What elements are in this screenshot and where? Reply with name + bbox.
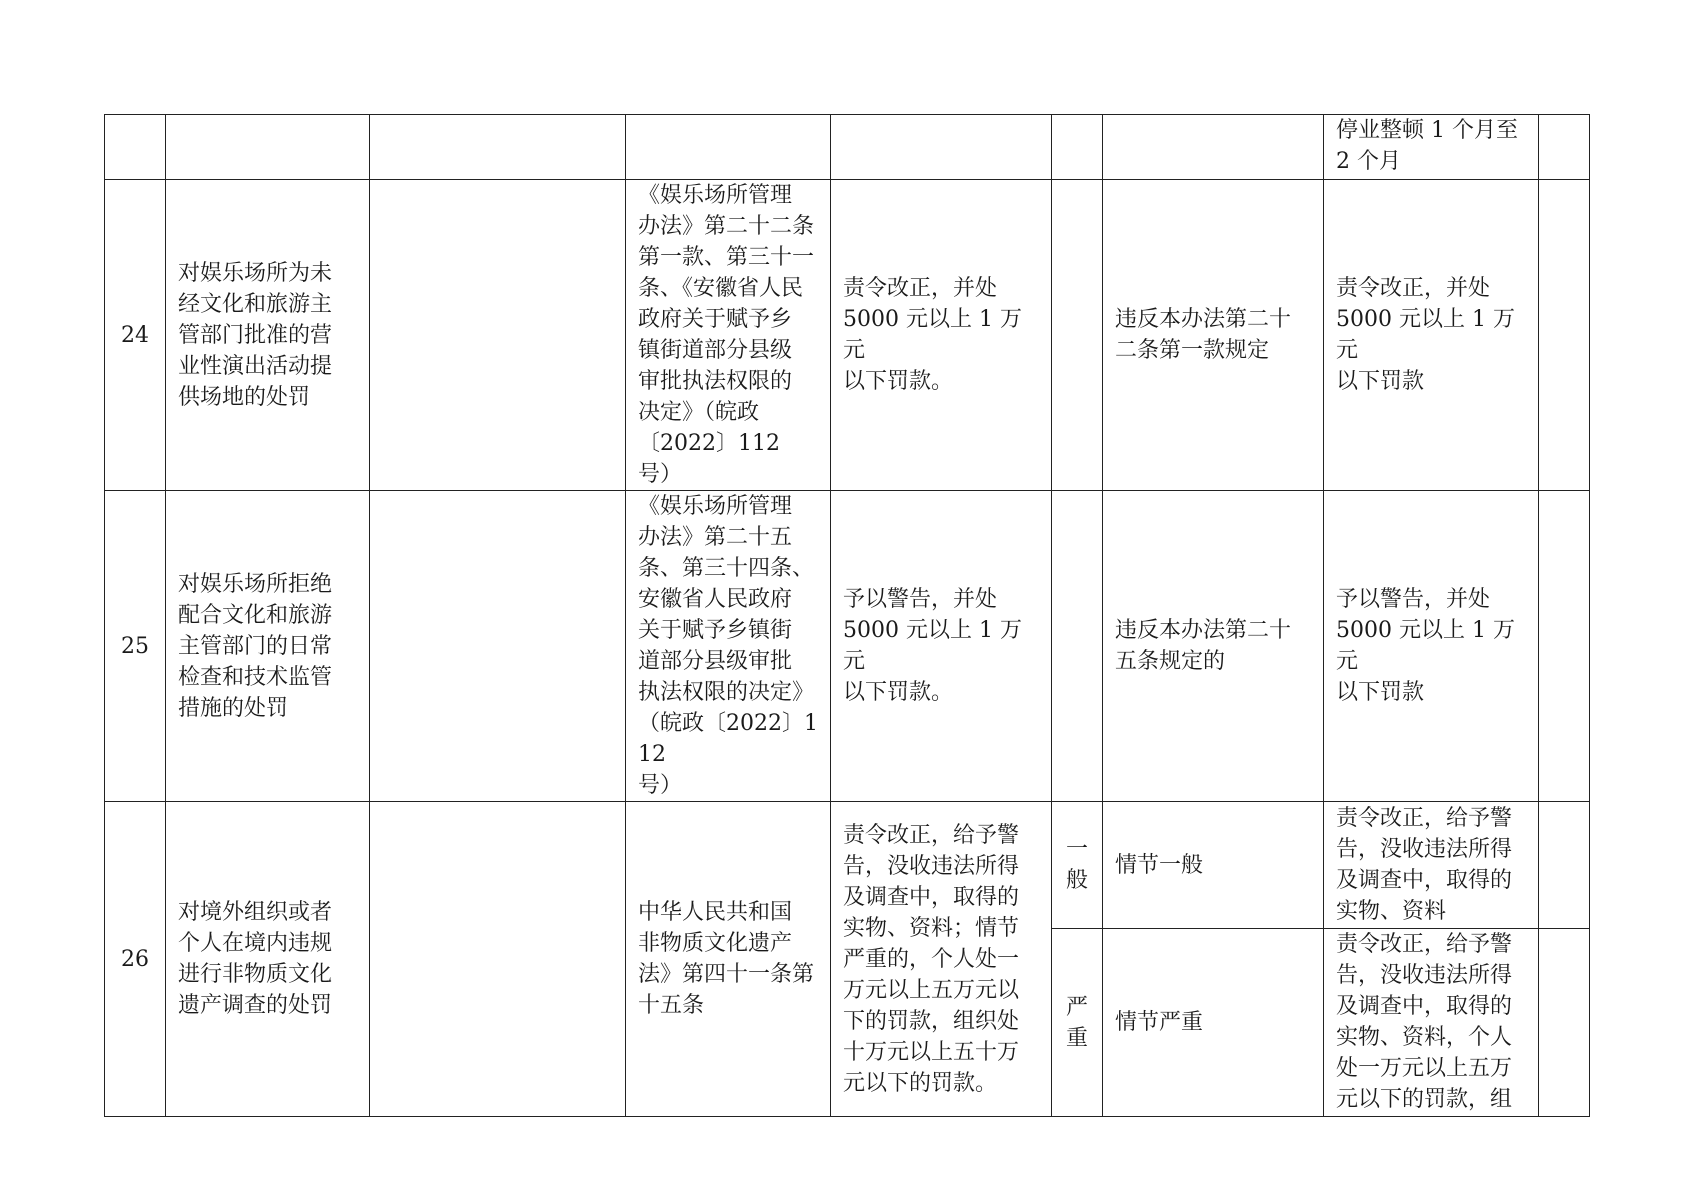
severity-level: 一 般 xyxy=(1052,802,1103,929)
violation-circumstance xyxy=(1103,115,1324,180)
violation-circumstance: 情节严重 xyxy=(1103,929,1324,1117)
violation-circumstance: 违反本办法第二十 二条第一款规定 xyxy=(1103,180,1324,491)
penalty-provision xyxy=(831,115,1052,180)
penalty-item: 对娱乐场所为未 经文化和旅游主 管部门批准的营 业性演出活动提 供场地的处罚 xyxy=(166,180,370,491)
penalty-provision: 予以警告，并处 5000 元以上 1 万元 以下罚款。 xyxy=(831,491,1052,802)
severity-level xyxy=(1052,491,1103,802)
violation-circumstance: 情节一般 xyxy=(1103,802,1324,929)
row-number: 24 xyxy=(105,180,166,491)
legal-basis xyxy=(626,115,831,180)
enforcement-subject xyxy=(370,802,626,1117)
row-number xyxy=(105,115,166,180)
severity-level xyxy=(1052,180,1103,491)
row-number: 25 xyxy=(105,491,166,802)
enforcement-subject xyxy=(370,115,626,180)
discretion-standard: 责令改正，给予警 告，没收违法所得 及调查中，取得的 实物、资料，个人 处一万元以上五万 元以下的罚款，组 xyxy=(1324,929,1539,1117)
penalty-provision: 责令改正，并处 5000 元以上 1 万元 以下罚款。 xyxy=(831,180,1052,491)
discretion-standard: 停业整顿 1 个月至 2 个月 xyxy=(1324,115,1539,180)
remarks xyxy=(1539,115,1590,180)
table-row xyxy=(105,802,1590,929)
legal-basis: 《娱乐场所管理 办法》第二十二条 第一款、第三十一 条、《安徽省人民 政府关于赋予乡 镇街道部分县级 审批执法权限的 决定》（皖政 〔2022〕112 号） xyxy=(626,180,831,491)
legal-basis: 中华人民共和国 非物质文化遗产 法》第四十一条第 十五条 xyxy=(626,802,831,1117)
discretion-standard: 责令改正，给予警 告，没收违法所得 及调查中，取得的 实物、资料 xyxy=(1324,802,1539,929)
enforcement-subject xyxy=(370,491,626,802)
remarks xyxy=(1539,491,1590,802)
penalty-provision: 责令改正，给予警 告，没收违法所得 及调查中，取得的 实物、资料；情节 严重的，个人处一 万元以上五万元以 下的罚款，组织处 十万元以上五十万 元以下的罚款。 xyxy=(831,802,1052,1117)
remarks xyxy=(1539,802,1590,929)
penalty-standards-table xyxy=(104,114,1590,1117)
penalty-item: 对娱乐场所拒绝 配合文化和旅游 主管部门的日常 检查和技术监管 措施的处罚 xyxy=(166,491,370,802)
table-row xyxy=(105,115,1590,180)
enforcement-subject xyxy=(370,180,626,491)
discretion-standard: 责令改正，并处 5000 元以上 1 万元 以下罚款 xyxy=(1324,180,1539,491)
legal-basis: 《娱乐场所管理 办法》第二十五 条、第三十四条、 安徽省人民政府 关于赋予乡镇街 道部分县级审批 执法权限的决定》 （皖政〔2022〕112 号） xyxy=(626,491,831,802)
table-row xyxy=(105,180,1590,491)
penalty-item xyxy=(166,115,370,180)
remarks xyxy=(1539,180,1590,491)
penalty-item: 对境外组织或者 个人在境内违规 进行非物质文化 遗产调查的处罚 xyxy=(166,802,370,1117)
row-number: 26 xyxy=(105,802,166,1117)
remarks xyxy=(1539,929,1590,1117)
severity-level xyxy=(1052,115,1103,180)
severity-level: 严 重 xyxy=(1052,929,1103,1117)
table-row xyxy=(105,491,1590,802)
discretion-standard: 予以警告，并处 5000 元以上 1 万元 以下罚款 xyxy=(1324,491,1539,802)
violation-circumstance: 违反本办法第二十 五条规定的 xyxy=(1103,491,1324,802)
